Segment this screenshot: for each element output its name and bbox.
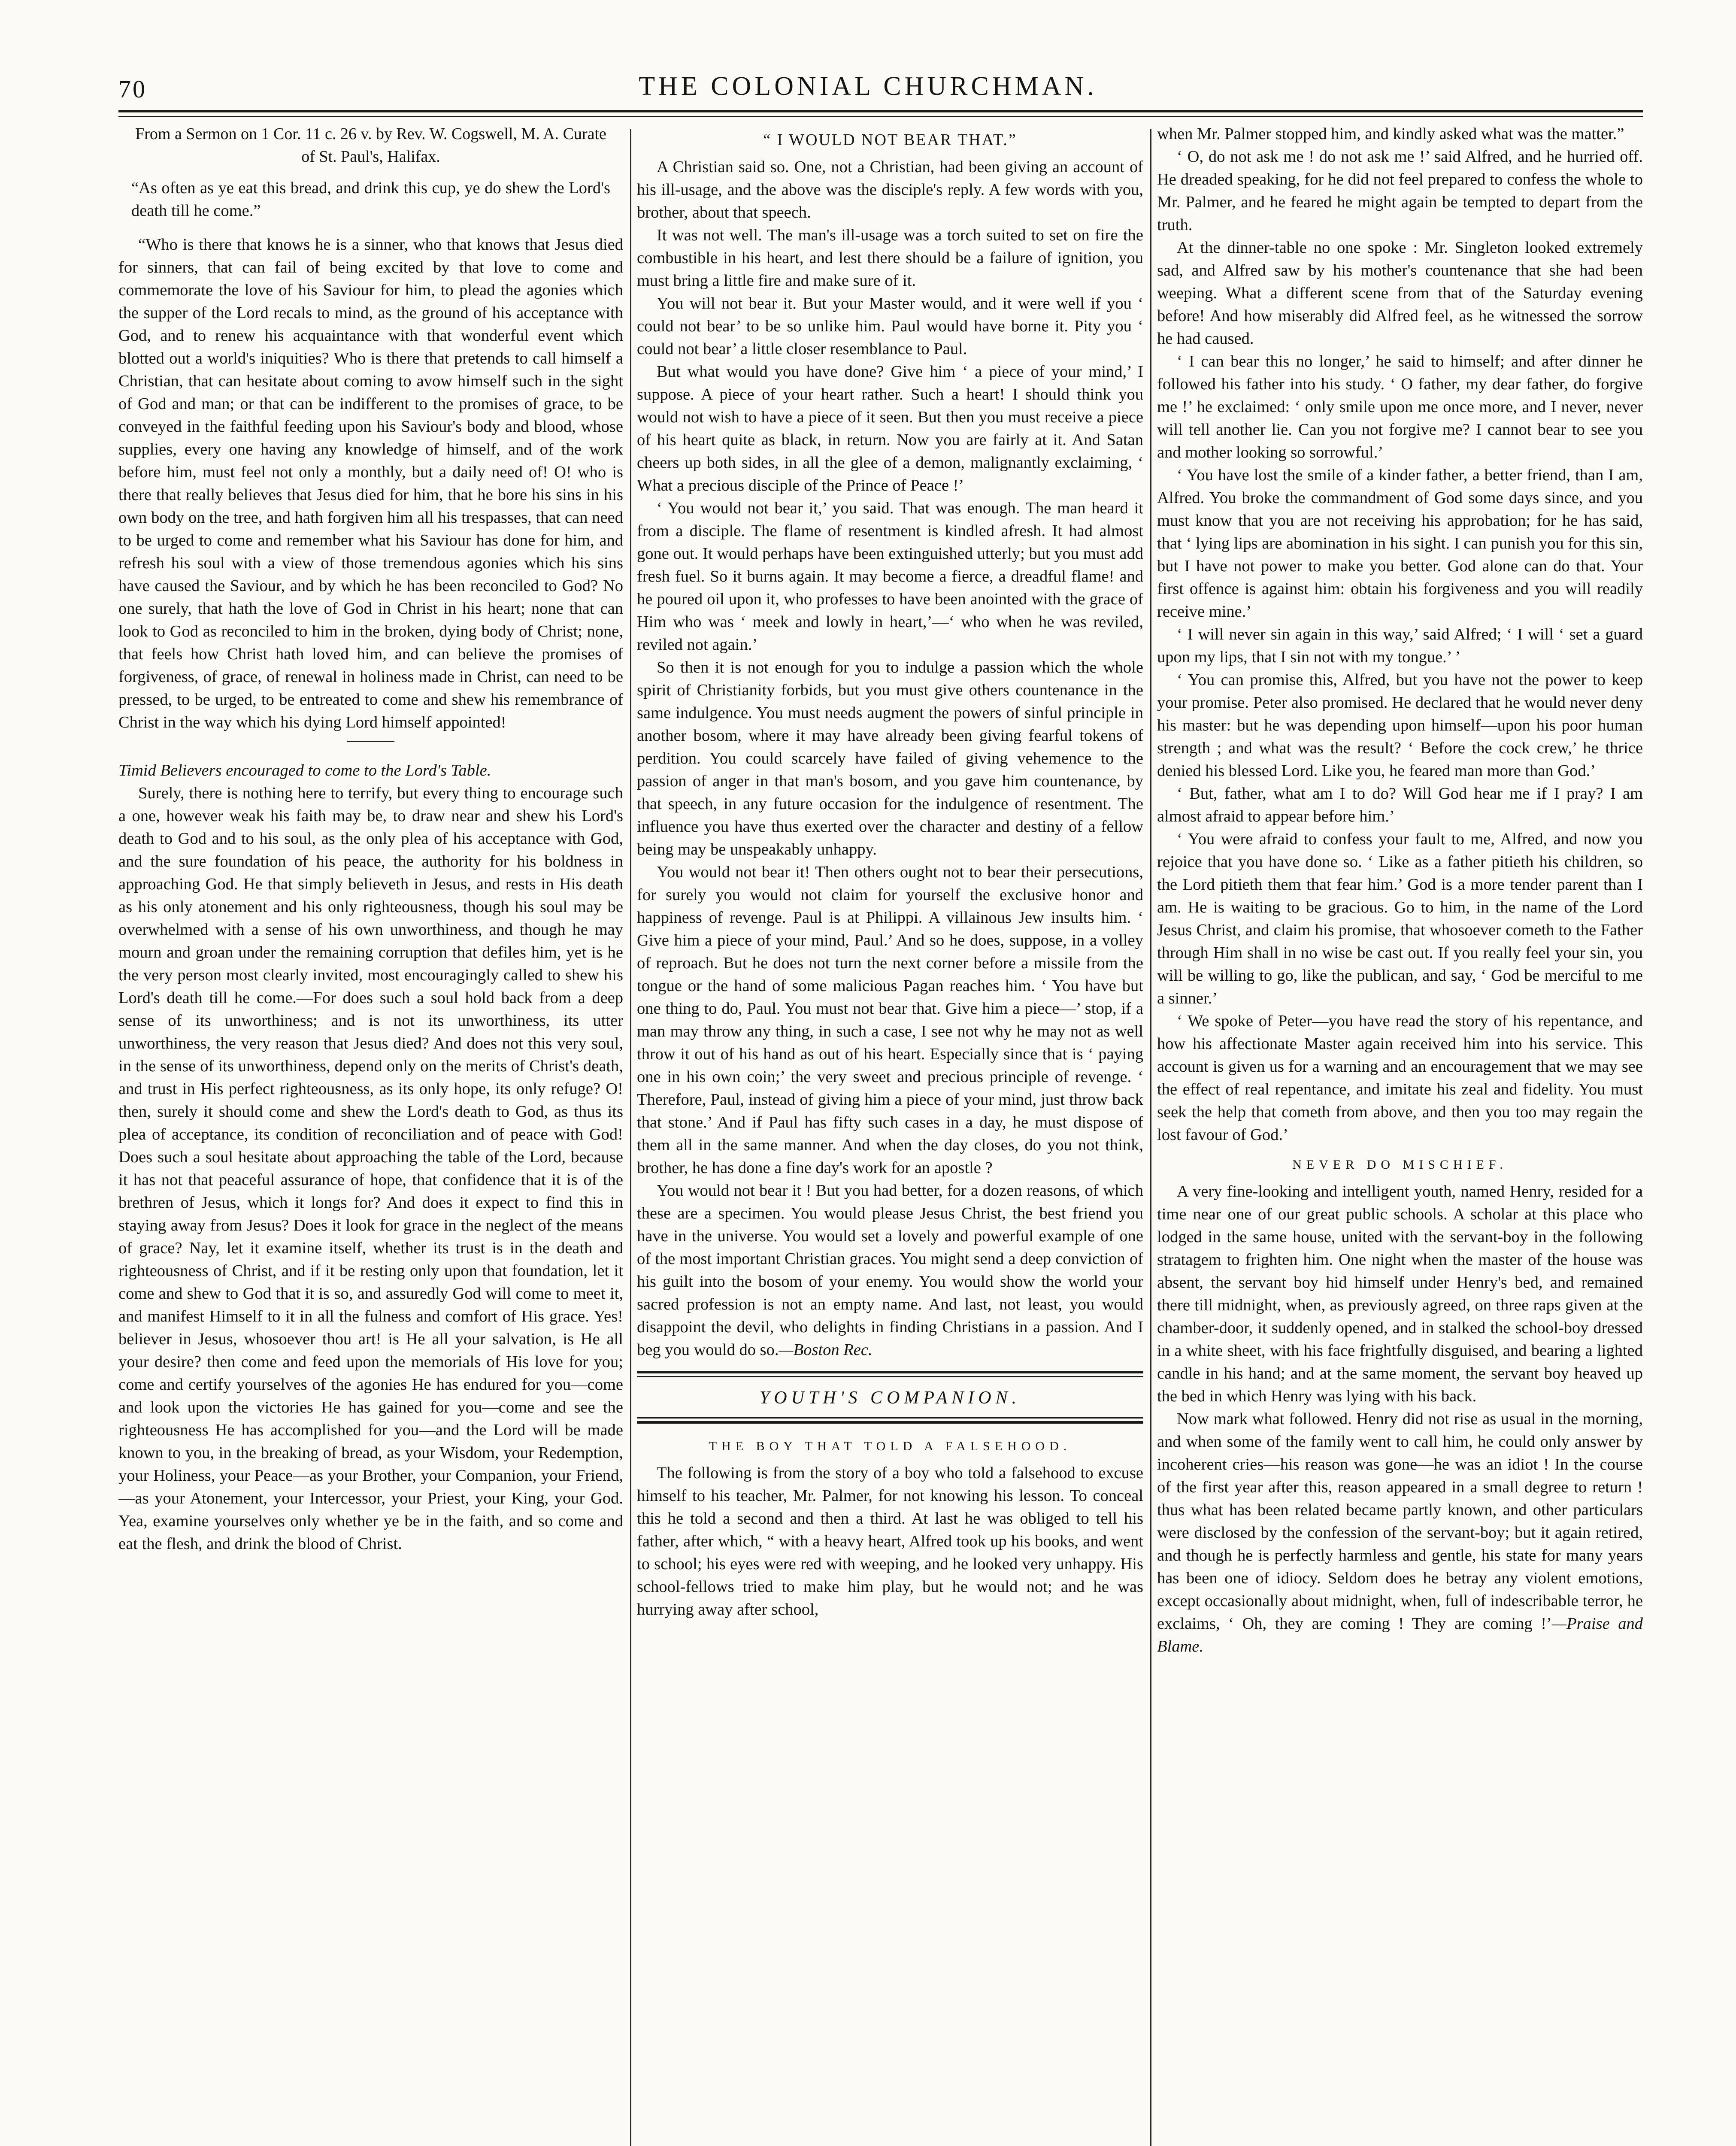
article-signoff: —Boston Rec. (779, 1341, 873, 1359)
banner-rule (637, 1371, 1143, 1373)
column-divider (1150, 129, 1151, 2146)
column-2 (637, 123, 1143, 2146)
sermon-epigraph: “As often as ye eat this bread, and drink this cup, ye do shew the Lord's death till he come.” (131, 179, 610, 220)
header-rule (118, 110, 1643, 112)
section-heading: NEVER DO MISCHIEF. (1292, 1158, 1508, 1172)
article-paragraph: So then it is not enough for you to indulge a passion which the whole spirit of Christianity forbids, but you must give others countenance in the same indulgence. You must needs augment the powers of sinful principle in another bosom, where it may have already been giving fearful tokens of perdition. You could scarcely have failed of giving vehemence to the passion of anger in that man's bosom, and you gave him countenance, by that speech, in any future occasion for the indulgence of resentment. The influence you have thus exerted over the character and destiny of a fellow being may be unspeakably unhappy. (637, 658, 1143, 858)
article-paragraph (637, 1179, 1143, 1361)
article-paragraph: You will not bear it. But your Master would, and it were well if you ‘ could not bear’ to be so unlike him. Paul would have borne it. Pity you ‘ could not bear’ a little closer resemblance to Paul. (637, 294, 1143, 358)
banner-rule (637, 1417, 1143, 1419)
story-paragraph: ‘ I can bear this no longer,’ he said to himself; and after dinner he followed his father into his study. ‘ O father, my dear father, do forgive me !’ he exclaimed: ‘ only smile upon me once more, and I never, never will tell another lie. Can you not forgive me? I cannot bear to see you and mother looking so sorrowful.’ (1157, 352, 1643, 461)
youths-companion-heading: YOUTH'S COMPANION. (759, 1388, 1021, 1408)
mischief-text: Now mark what followed. Henry did not rise as usual in the morning, and when some of the family went to call him, he could only answer by incoherent cries—his reason was gone—he was an idiot ! In the course of the first year after this, reason appeared in a small degree to return ! thus what has been related became partly known, and other particulars were disclosed by the confession of the servant-boy; but it again retired, and though he is perfectly harmless and gentle, his state for many years has been one of idiocy. Seldom does he betray any violent emotions, except occasionally about midnight, when, full of indescribable terror, he exclaims, ‘ Oh, they are coming ! They are coming !’ (1157, 1410, 1643, 1633)
story-paragraph: ‘ O, do not ask me ! do not ask me !’ said Alfred, and he hurried off. He dreaded speaking, for he did not feel prepared to confess the whole to Mr. Palmer, and he feared he might again be tempted to depart from the truth. (1157, 148, 1643, 234)
sermon-paragraph: Surely, there is nothing here to terrify, but every thing to encourage such a one, however weak his faith may be, to draw near and shew his Lord's death to God and to his soul, as the only plea of his acceptance with God, and the sure foundation of his peace, the authority for his boldness in approaching God. He that simply believeth in Jesus, and rests in His death as his only atonement and his only righteousness, though his soul may be overwhelmed with a sense of his own unworthiness, and though he may mourn and groan under the remaining corruption that defiles him, yet is he the very person most clearly invited, most encouragingly called to shew his Lord's death till he come.—For does such a soul hold back from a deep sense of its unworthiness; and is not its unworthiness, its utter unworthiness, the very reason that Jesus died? And does not this very soul, in the sense of its unworthiness, depend only on the merits of Christ's death, and trust in His perfect righteousness, as its only hope, its only refuge? O! then, surely it should come and shew the Lord's death to God, as thus its plea of acceptance, its condition of reconciliation and of peace with God! Does such a soul hesitate about approaching the table of the Lord, because it has not that peaceful assurance of hope, that confidence that it is of the brethren of Jesus, which it longs for? And does it expect to find this in staying away from Jesus? Does it look for grace in the neglect of the means of grace? Nay, let it examine itself, whether its trust is in the death and righteousness of Christ, and if it be resting only upon that foundation, let it come and shew to God that it is so, and assuredly God will come to meet it, and manifest Himself to it in all the fulness and comfort of His grace. Yes! believer in Jesus, whosoever thou art! is He all your salvation, is He all your desire? then come and feed upon the memorials of His love for you; come and certify yourselves of the agonies He has endured for you—come and look upon the victories He has gained for you—come and see the righteousness He has accomplished for you—and the Lord will be made known to you, in the breaking of bread, as your Wisdom, your Redemption, your Holiness, your Peace—as your Brother, your Companion, your Friend,—as your Atonement, your Intercessor, your Priest, your King, your God. Yea, examine yourselves only whether ye be in the faith, and so come and eat the flesh, and drink the blood of Christ. (118, 784, 623, 1553)
banner-rule (637, 1376, 1143, 1377)
article-paragraph: ‘ You would not bear it,’ you said. That was enough. The man heard it from a disciple. The flame of resentment is kindled afresh. It had almost gone out. It would perhaps have been extinguished utterly; but you must add fresh fuel. So it burns again. It may become a fierce, a dreadful flame! and he poured oil upon it, who professes to have been anointed with the grace of Him who was ‘ meek and lowly in heart,’—‘ who when he was reviled, reviled not again.’ (637, 499, 1143, 654)
article-title: “ I WOULD NOT BEAR THAT.” (763, 131, 1017, 149)
story-paragraph: ‘ I will never sin again in this way,’ said Alfred; ‘ I will ‘ set a guard upon my lips, that I sin not with my tongue.’ ’ (1157, 625, 1643, 666)
section-heading: Timid Believers encouraged to come to the Lord's Table. (118, 761, 491, 779)
story-paragraph: ‘ You have lost the smile of a kinder father, a better friend, than I am, Alfred. You broke the commandment of God some days since, and you must know that you are not receiving his approbation; for he has said, that ‘ lying lips are abomination in his sight. I can punish you for this sin, but I have not power to make you better. God alone can do that. Your first offence is against him: obtain his forgiveness and you will readily receive mine.’ (1157, 466, 1643, 621)
story-paragraph: At the dinner-table no one spoke : Mr. Singleton looked extremely sad, and Alfred saw by his mother's countenance that she had been weeping. What a different scene from that of the Saturday evening before! And how miserably did Alfred feel, as he witnessed the sorrow he had caused. (1157, 239, 1643, 348)
story-paragraph: ‘ You can promise this, Alfred, but you have not the power to keep your promise. Peter also promised. He declared that he would never deny his master: but he was depending upon himself—upon his poor human strength ; and what was the result? ‘ Before the cock crew,’ he thrice denied his blessed Lord. Like you, he feared man more than God.’ (1157, 671, 1643, 780)
article-paragraph: You would not bear it! Then others ought not to bear their persecutions, for surely you would not claim for yourself the exclusive honor and happiness of revenge. Paul is at Philippi. A villainous Jew insults him. ‘ Give him a piece of your mind, Paul.’ And so he does, suppose, in a volley of reproach. But he does not turn the next corner before a missile from the tongue or the hand of some malicious Pagan reaches him. ‘ You have but one thing to do, Paul. You must not bear that. Give him a piece—’ stop, if a man may throw any thing, in such a case, I see not why he may not as well throw it out of his hand as out of his heart. Especially since that is ‘ paying one in his own coin;’ the very sweet and precious principle of revenge. ‘ Therefore, Paul, instead of giving him a piece of your mind, just throw back that stone.’ And if Paul has fifty such cases in a day, he must dispose of them all in the same manner. And when the day closes, do you not think, brother, he has done a fine day's work for an apostle ? (637, 863, 1143, 1177)
story-paragraph: The following is from the story of a boy who told a falsehood to excuse himself to his teacher, Mr. Palmer, for not knowing his lesson. To conceal this he told a second and then a third. At last he was obliged to tell his father, after which, “ with a heavy heart, Alfred took up his books, and went to school; his eyes were red with weeping, and he looked very unhappy. His school-fellows tried to make him play, but he would not; and he was hurrying away after school, (637, 1464, 1143, 1619)
story-paragraph: ‘ You were afraid to confess your fault to me, Alfred, and now you rejoice that you have done so. ‘ Like as a father pitieth his children, so the Lord pitieth them that fear him.’ God is a more tender parent than I am. He is waiting to be gracious. Go to him, in the name of the Lord Jesus Christ, and claim his promise, that whosoever cometh to the Father through Him shall in no wise be cast out. If you really feel your sin, you will be willing to go, like the publican, and say, ‘ God be merciful to me a sinner.’ (1157, 830, 1643, 1007)
story-title: THE BOY THAT TOLD A FALSEHOOD. (709, 1439, 1072, 1453)
story-paragraph: ‘ We spoke of Peter—you have read the story of his repentance, and how his affectionate Master again received him into his service. This account is given us for a warning and an encouragement that we may see the effect of real repentance, and imitate his zeal and fidelity. You must seek the help that cometh from above, and then you too may regain the lost favour of God.’ (1157, 1012, 1643, 1144)
story-paragraph: when Mr. Palmer stopped him, and kindly asked what was the matter.” (1157, 125, 1624, 143)
page-number: 70 (118, 75, 147, 103)
story-paragraph: ‘ But, father, what am I to do? Will God hear me if I pray? I am almost afraid to appear before him.’ (1157, 785, 1643, 825)
banner-rule (637, 1421, 1143, 1424)
column-divider (630, 129, 631, 2146)
column-3 (1157, 123, 1643, 2146)
column-1 (118, 123, 623, 2146)
sermon-source: From a Sermon on 1 Cor. 11 c. 26 v. by Rev. W. Cogswell, M. A. Curate of St. Paul's, Halifax. (135, 125, 606, 166)
section-divider (347, 741, 394, 742)
article-paragraph: A Christian said so. One, not a Christian, had been giving an account of his ill-usage, and the above was the disciple's reply. A few words with you, brother, about that speech. (637, 158, 1143, 221)
article-text: You would not bear it ! But you had better, for a dozen reasons, of which these are a specimen. You would please Jesus Christ, the best friend you have in the universe. You would set a lovely and powerful example of one of the most important Christian graces. You might send a deep conviction of his guilt into the bosom of your enemy. You would show the world your sacred profession is not an empty name. And last, not least, you would disappoint the devil, who delights in finding Christians in a passion. And I beg you would do so. (637, 1182, 1143, 1359)
youths-companion-banner (637, 1371, 1143, 1424)
mischief-signoff: —Praise and Blame. (1157, 1615, 1643, 1655)
masthead-title: THE COLONIAL CHURCHMAN. (639, 72, 1097, 101)
sermon-paragraph: “Who is there that knows he is a sinner, who that knows that Jesus died for sinners, that can fail of being excited by that love to come and commemorate the love of his Saviour for him, to plead the agonies which the supper of the Lord recals to mind, as the ground of his acceptance with God, and to renew his acquaintance with that wonderful event which blotted out a world's iniquities? Who is there that pretends to call himself a Christian, that can hesitate about coming to avow himself such in the sight of God and man; or that can be indifferent to the promises of grace, to be conveyed in the faithful feeding upon his Saviour's body and blood, whose supplies, every one having any knowledge of himself, and of the work before him, must feel not only a monthly, but a daily need of! O! who is there that really believes that Jesus died for him, that he bore his sins in his own body on the tree, and hath forgiven him all his trespasses, that can need to be urged to come and remember what his Saviour has done for him, and refresh his soul with a view of those tremendous agonies which his sins have caused the Saviour, and by which he has been reconciled to God? No one surely, that hath the love of God in Christ in his heart; none that can look to God as reconciled to him in the broken, dying body of Christ; none, that feels how Christ hath loved him, and can believe the promises of forgiveness, of grace, of renewal in holiness made in Christ, can need to be pressed, to be urged, to be entreated to come and shew his remembrance of Christ in the way which his dying Lord himself appointed! (118, 236, 623, 731)
article-paragraph: It was not well. The man's ill-usage was a torch suited to set on fire the combustible in his heart, and lest there should be a failure of ignition, you must bring a little fire and make sure of it. (637, 226, 1143, 290)
header-rule-thin (118, 116, 1643, 117)
mischief-paragraph: A very fine-looking and intelligent youth, named Henry, resided for a time near one of our great public schools. A scholar at this place who lodged in the same house, united with the servant-boy in the following stratagem to frighten him. One night when the master of the house was absent, the servant boy hid himself under Henry's bed, and remained there till midnight, when, as previously agreed, on three raps given at the chamber-door, it suddenly opened, and in stalked the school-boy dressed in a white sheet, with his face frightfully disguised, and bearing a lighted candle in his hand; and at the same moment, the servant boy heaved up the bed in which Henry was lying with his back. (1157, 1182, 1643, 1405)
article-paragraph: But what would you have done? Give him ‘ a piece of your mind,’ I suppose. A piece of your heart rather. Such a heart! I should think you would not wish to have a piece of it seen. But then you must receive a piece of his heart quite as black, in return. Now you are fairly at it. And Satan cheers up both sides, in all the glee of a demon, malignantly exclaiming, ‘ What a precious disciple of the Prince of Peace !’ (637, 363, 1143, 494)
mischief-paragraph (1157, 1408, 1643, 1658)
